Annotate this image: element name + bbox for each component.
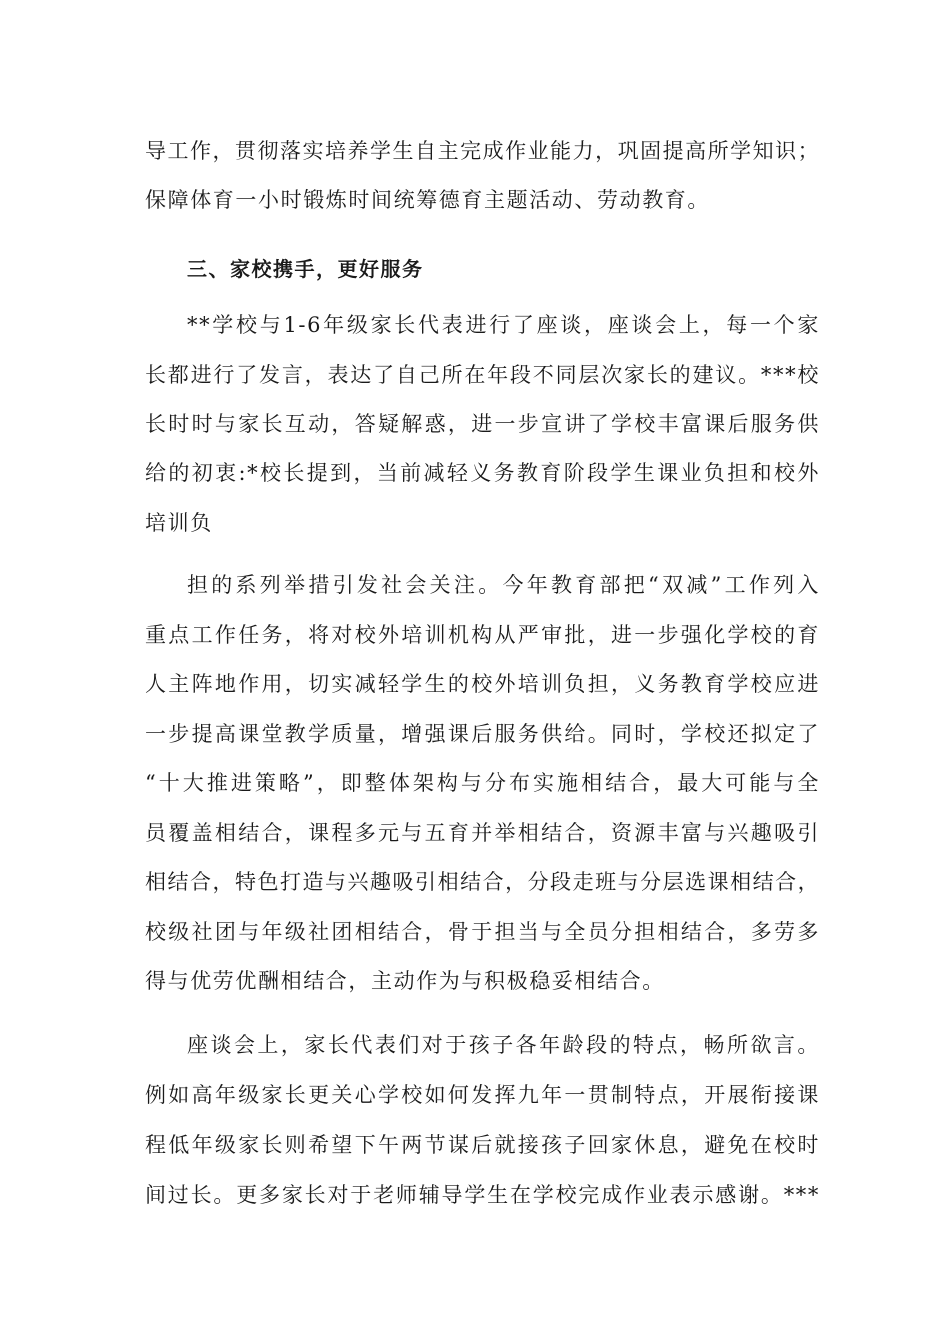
- paragraph-c-line-3: 人主阵地作用，切实减轻学生的校外培训负担，义务教育学校应进: [145, 672, 820, 696]
- paragraph-d-line-3: 程低年级家长则希望下午两节谋后就接孩子回家休息，避免在校时: [145, 1133, 820, 1157]
- paragraph-a-line-1: 导工作，贯彻落实培养学生自主完成作业能力，巩固提高所学知识；: [145, 139, 820, 163]
- paragraph-c-line-5: “十大推进策略”，即整体架构与分布实施相结合，最大可能与全: [145, 771, 820, 795]
- paragraph-b-line-5: 培训负: [145, 511, 213, 535]
- paragraph-d-line-1: 座谈会上，家长代表们对于孩子各年龄段的特点，畅所欲言。: [187, 1033, 820, 1057]
- paragraph-d-line-4: 间过长。更多家长对于老师辅导学生在学校完成作业表示感谢。***: [145, 1183, 820, 1207]
- paragraph-c-line-8: 校级社团与年级社团相结合，骨于担当与全员分担相结合，多劳多: [145, 920, 820, 944]
- paragraph-a-line-2: 保障体育一小时锻炼时间统筹德育主题活动、劳动教育。: [145, 188, 710, 212]
- paragraph-c-line-2: 重点工作任务，将对校外培训机构从严审批，进一步强化学校的育: [145, 623, 820, 647]
- paragraph-c-line-6: 员覆盖相结合，课程多元与五育并举相结合，资源丰富与兴趣吸引: [145, 821, 820, 845]
- paragraph-d-line-2: 例如高年级家长更关心学校如何发挥九年一贯制特点，开展衔接课: [145, 1083, 820, 1107]
- paragraph-c-line-4: 一步提高课堂教学质量，增强课后服务供给。同时，学校还拟定了: [145, 722, 820, 746]
- paragraph-b-line-3: 长时时与家长互动，答疑解惑，进一步宣讲了学校丰富课后服务供: [145, 412, 820, 436]
- paragraph-b-line-2: 长都进行了发言，表达了自己所在年段不同层次家长的建议。***校: [145, 363, 820, 387]
- paragraph-c-line-1: 担的系列举措引发社会关注。今年教育部把“双减”工作列入: [187, 573, 820, 597]
- paragraph-c-line-7: 相结合，特色打造与兴趣吸引相结合，分段走班与分层选课相结合，: [145, 870, 820, 894]
- section-heading: 三、家校携手，更好服务: [187, 257, 424, 281]
- paragraph-b-line-4: 给的初衷:*校长提到，当前减轻义务教育阶段学生课业负担和校外: [145, 461, 820, 485]
- paragraph-b-line-1: **学校与1-6年级家长代表进行了座谈，座谈会上，每一个家: [187, 313, 820, 337]
- paragraph-c-line-9: 得与优劳优酬相结合，主动作为与积极稳妥相结合。: [145, 969, 665, 993]
